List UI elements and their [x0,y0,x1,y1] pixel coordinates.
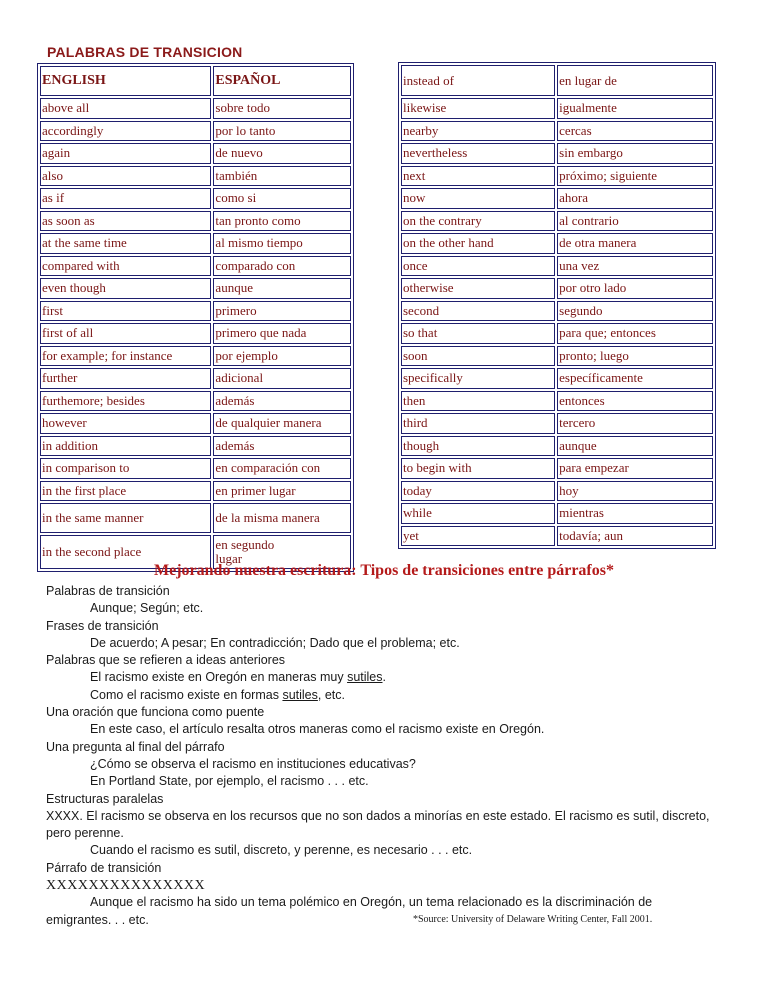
english-cell: likewise [401,98,555,119]
table-row [40,346,351,367]
spanish-cell: ahora [557,188,713,209]
english-cell: yet [401,526,555,547]
heading-transition-paragraph: Párrafo de transición [46,860,162,875]
english-cell: furthemore; besides [40,391,211,412]
page-title: PALABRAS DE TRANSICION [47,44,243,60]
spanish-cell: todavía; aun [557,526,713,547]
table-row [401,98,713,119]
spanish-cell-line-1: en segundo [215,537,275,552]
spanish-cell: sobre todo [213,98,351,119]
english-cell: today [401,481,555,502]
spanish-cell: al contrario [557,211,713,232]
table-row [401,188,713,209]
heading-bridge-sentence: Una oración que funciona como puente [46,705,265,720]
english-cell: nearby [401,121,555,142]
spanish-cell: próximo; siguiente [557,166,713,187]
example-parallel-2: Cuando el racismo es sutil, discreto, y perenne, es necesario . . . etc. [90,843,473,858]
english-cell: specifically [401,368,555,389]
spanish-cell: específicamente [557,368,713,389]
table-row [40,233,351,254]
english-cell: even though [40,278,211,299]
spanish-cell: entonces [557,391,713,412]
english-cell: further [40,368,211,389]
table-row [401,436,713,457]
transition-table-left [37,63,354,572]
english-cell: then [401,391,555,412]
table-row [40,368,351,389]
spanish-cell: al mismo tiempo [213,233,351,254]
spanish-cell: por otro lado [557,278,713,299]
english-cell: otherwise [401,278,555,299]
placeholder-xs: XXXXXXXXXXXXXXX [46,878,206,894]
spanish-cell: en primer lugar [213,481,351,502]
spanish-cell: también [213,166,351,187]
table-row [401,121,713,142]
english-cell: first [40,301,211,322]
source-note: *Source: University of Delaware Writing Center, Fall 2001. [413,914,653,925]
english-cell: on the other hand [401,233,555,254]
spanish-cell: pronto; luego [557,346,713,367]
english-cell: again [40,143,211,164]
example-previous-ideas-1 [46,669,726,686]
table-row [40,278,351,299]
english-cell: however [40,413,211,434]
spanish-cell: tan pronto como [213,211,351,232]
english-cell: for example; for instance [40,346,211,367]
example-question-1: ¿Cómo se observa el racismo en instituciones educativas? [90,756,416,771]
table-row [401,233,713,254]
transition-table-right [398,62,716,549]
english-cell: compared with [40,256,211,277]
spanish-cell: cercas [557,121,713,142]
spanish-cell: de la misma manera [213,503,351,533]
english-cell: next [401,166,555,187]
table-row [40,188,351,209]
example-bridge-sentence: En este caso, el artículo resalta otros maneras como el racismo existe en Oregón. [90,722,545,737]
table-row [40,301,351,322]
english-cell: accordingly [40,121,211,142]
english-cell: as soon as [40,211,211,232]
table-row [40,121,351,142]
spanish-cell: como si [213,188,351,209]
english-cell: though [401,436,555,457]
table-row [40,436,351,457]
table-row [40,143,351,164]
spanish-cell: hoy [557,481,713,502]
text-segment: , etc. [317,687,345,702]
english-cell: as if [40,188,211,209]
table-row [401,166,713,187]
english-cell: also [40,166,211,187]
text-segment: El racismo existe en Oregón en maneras muy [90,670,348,685]
english-cell: in addition [40,436,211,457]
table-row [401,65,713,96]
spanish-cell: además [213,436,351,457]
spanish-cell: en lugar de [557,65,713,96]
english-cell: in the first place [40,481,211,502]
header-english: ENGLISH [40,66,211,96]
table-row [401,413,713,434]
spanish-cell: por lo tanto [213,121,351,142]
example-transition-paragraph-1: Aunque el racismo ha sido un tema polémico en Oregón, un tema relacionado es la discriminación de [90,895,653,910]
example-transition-paragraph-2: emigrantes. . . etc. [46,912,149,927]
table-row [401,503,713,524]
table-row [401,526,713,547]
table-row [401,143,713,164]
spanish-cell: aunque [213,278,351,299]
underlined-word: sutiles [347,670,383,685]
table-row [40,481,351,502]
english-cell: first of all [40,323,211,344]
spanish-cell: comparado con [213,256,351,277]
english-cell: so that [401,323,555,344]
header-espanol: ESPAÑOL [213,66,351,96]
english-cell: nevertheless [401,143,555,164]
spanish-cell: por ejemplo [213,346,351,367]
heading-words-previous-ideas: Palabras que se refieren a ideas anteriores [46,653,286,668]
english-cell: while [401,503,555,524]
english-cell: now [401,188,555,209]
text-segment: Como el racismo existe en formas [90,687,283,702]
table-row [401,368,713,389]
table-row [40,256,351,277]
english-cell: soon [401,346,555,367]
table-row [401,256,713,277]
spanish-cell: tercero [557,413,713,434]
english-cell: above all [40,98,211,119]
spanish-cell: de qualquier manera [213,413,351,434]
table-row [40,458,351,479]
example-parallel-1: XXXX. El racismo se observa en los recursos que no son dados a minorías en este estado. El racismo es sutil, discreto, pero perenne. [46,808,710,841]
english-cell: at the same time [40,233,211,254]
heading-transition-phrases: Frases de transición [46,618,159,633]
table-row [40,98,351,119]
table-row [40,323,351,344]
english-cell: in comparison to [40,458,211,479]
heading-transition-words: Palabras de transición [46,584,170,598]
english-cell: second [401,301,555,322]
english-cell: once [401,256,555,277]
spanish-cell: mientras [557,503,713,524]
english-cell: in the same manner [40,503,211,533]
spanish-cell: para empezar [557,458,713,479]
underlined-word: sutiles [282,687,318,702]
table-row [401,346,713,367]
english-cell: instead of [401,65,555,96]
table-row [40,166,351,187]
example-question-2: En Portland State, por ejemplo, el racismo . . . etc. [90,774,369,789]
table-row [40,413,351,434]
example-previous-ideas-2 [46,687,726,704]
spanish-cell: aunque [557,436,713,457]
spanish-cell: para que; entonces [557,323,713,344]
table-row [401,301,713,322]
spanish-cell: en comparación con [213,458,351,479]
table-row [401,481,713,502]
section-title: Mejorando nuestra escritura: Tipos de transiciones entre párrafos* [154,562,614,579]
spanish-cell: de otra manera [557,233,713,254]
table-row [40,391,351,412]
text-segment: . [382,670,386,685]
transition-types-body [46,583,726,929]
english-cell: in the second place [40,535,211,569]
spanish-cell: una vez [557,256,713,277]
spanish-cell: sin embargo [557,143,713,164]
table-row [401,391,713,412]
spanish-cell: primero [213,301,351,322]
spanish-cell-line-2: lugar [215,551,243,566]
table-row [401,458,713,479]
spanish-cell: además [213,391,351,412]
example-transition-phrases: De acuerdo; A pesar; En contradicción; Dado que el problema; etc. [90,635,460,650]
table-row [401,211,713,232]
spanish-cell: segundo [557,301,713,322]
english-cell: to begin with [401,458,555,479]
english-cell: third [401,413,555,434]
heading-parallel-structures: Estructuras paralelas [46,791,164,806]
table-row [401,323,713,344]
table-header-row [40,66,351,96]
table-row [40,503,351,533]
spanish-cell: adicional [213,368,351,389]
table-row [401,278,713,299]
table-row [40,211,351,232]
spanish-cell: de nuevo [213,143,351,164]
english-cell: on the contrary [401,211,555,232]
spanish-cell: igualmente [557,98,713,119]
example-transition-words: Aunque; Según; etc. [90,601,204,616]
heading-question-end: Una pregunta al final del párrafo [46,739,225,754]
spanish-cell: primero que nada [213,323,351,344]
